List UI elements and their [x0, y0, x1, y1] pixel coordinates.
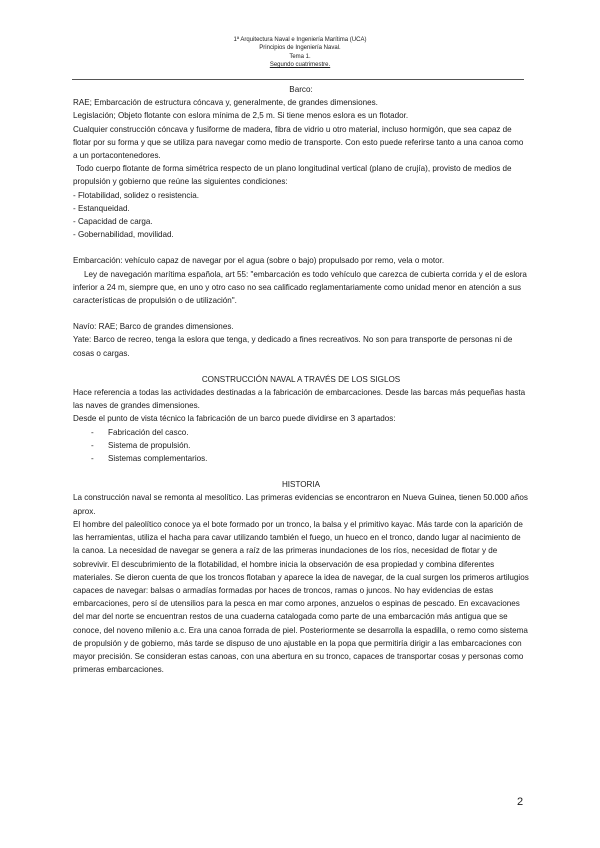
page-number: 2 — [517, 796, 524, 808]
list-item: - Gobernabilidad, movilidad. — [73, 230, 174, 240]
section-title-historia: HISTORIA — [281, 480, 321, 490]
historia-paragraph: El hombre del paleolítico conoce ya el bote formado por un tronco, la balsa y el primitivo kayac. Más tarde con la aparición de las herramientas, utiliza el hacha para cavar utilizando también el fuego, un hueco en el tronco, dando lugar al nacimiento de la canoa. La necesidad de navegar se genera a raíz de las primeras inundaciones de los ríos, necesidad de flotar y de sobrevivir. El descubrimiento de la flotabilidad, el hombre inicia la observación de esa propiedad y combina diferentes materiales. Se dieron cuenta de que los troncos flotaban y aparece la idea de navegar, de la cual surgen los primeros artilugios capaces de navegar: balsas o armadías formadas por haces de troncos, ramas o juncos. No hay evidencias de estas embarcaciones, pero sí de utensilios para la pesca en mar como arpones, anzuelos o espinas de pescado. En excavaciones del mar del norte se encuentran restos de una cuaderna catalogada como parte de una embarcación más antigua que se conoce, del noveno milenio a.c. Era una canoa forrada de piel. Posteriormente se desarrolla la espadilla, o remo como sistema de propulsión y de gobierno, más tarde se dispuso de uno ajustable en la popa que permitiría dirigir a las embarcaciones con mayor precisión. Se consideran estas canoas, con una abertura en su tronco, capaces de transportar cosas y personas como primeras embarcaciones. — [73, 519, 529, 675]
embarcacion-law: Ley de navegación marítima española, art 55: "embarcación es todo vehículo que carezca de cubierta corrida y el de eslora inferior a 24 m, siempre que, en uno y otro caso no sea calificado reglamentariamente como unidad menor en atención a sus características de propulsión o de utilización". — [73, 269, 527, 306]
construccion-paragraph: Hace referencia a todas las actividades destinadas a la fabricación de embarcaciones. Desde las barcas más pequeñas hasta las naves de grandes dimensiones. — [73, 388, 526, 411]
header-course: 1ª Arquitectura Naval e Ingeniería Marítima (UCA) — [233, 37, 367, 43]
list-item: - Sistema de propulsión. — [73, 439, 529, 452]
list-item: - Capacidad de carga. — [73, 217, 153, 227]
embarcacion-definition: Embarcación: vehículo capaz de navegar por el agua (sobre o bajo) propulsado por remo, vela o motor. — [73, 256, 445, 266]
header-subject: Principios de Ingeniería Naval. — [259, 45, 341, 52]
section-title-barco: Barco: — [289, 85, 313, 94]
list-item: - Flotabilidad, solidez o resistencia. — [73, 190, 199, 200]
barco-description: Cualquier construcción cóncava y fusiforme de madera, fibra de vidrio u otro material, incluso hormigón, que sea capaz de flotar por su forma y que se utiliza para navegar como medio de transporte. Con esto puede referirse tanto a una canoa como a un portacontenedores. — [73, 124, 524, 161]
page-header — [0, 36, 600, 70]
section-title-construccion: CONSTRUCCIÓN NAVAL A TRAVÉS DE LOS SIGLOS — [201, 374, 401, 384]
header-divider — [72, 79, 524, 80]
navio-definition: Navío: RAE; Barco de grandes dimensiones. — [73, 322, 234, 332]
list-item: - Estanqueidad. — [73, 203, 130, 213]
list-item: - Fabricación del casco. — [73, 426, 529, 439]
barco-legislation-definition: Legislación; Objeto flotante con eslora mínima de 2,5 m. Si tiene menos eslora es un flotador. — [73, 111, 409, 121]
list-item: - Sistemas complementarios. — [73, 452, 529, 465]
barco-conditions-list — [73, 189, 529, 242]
header-term: Segundo cuatrimestre. — [269, 62, 331, 69]
historia-paragraph: La construcción naval se remonta al mesolítico. Las primeras evidencias se encontraron en Nueva Guinea, tienen 50.000 años aprox. — [73, 493, 528, 516]
document-body — [73, 83, 529, 676]
construccion-paragraph: Desde el punto de vista técnico la fabricación de un barco puede dividirse en 3 apartados: — [73, 414, 396, 424]
barco-floating-body: Todo cuerpo flotante de forma simétrica respecto de un plano longitudinal vertical (plano de crujía), provisto de medios de propulsión y gobierno que reúne las siguientes condiciones: — [73, 164, 512, 187]
header-topic: Tema 1. — [289, 53, 311, 60]
construccion-parts-list — [73, 426, 529, 466]
yate-definition: Yate: Barco de recreo, tenga la eslora que tenga, y dedicado a fines recreativos. No son para transporte de personas ni de cosas o cargas. — [73, 335, 513, 358]
barco-rae-definition: RAE; Embarcación de estructura cóncava y, generalmente, de grandes dimensiones. — [73, 98, 378, 108]
